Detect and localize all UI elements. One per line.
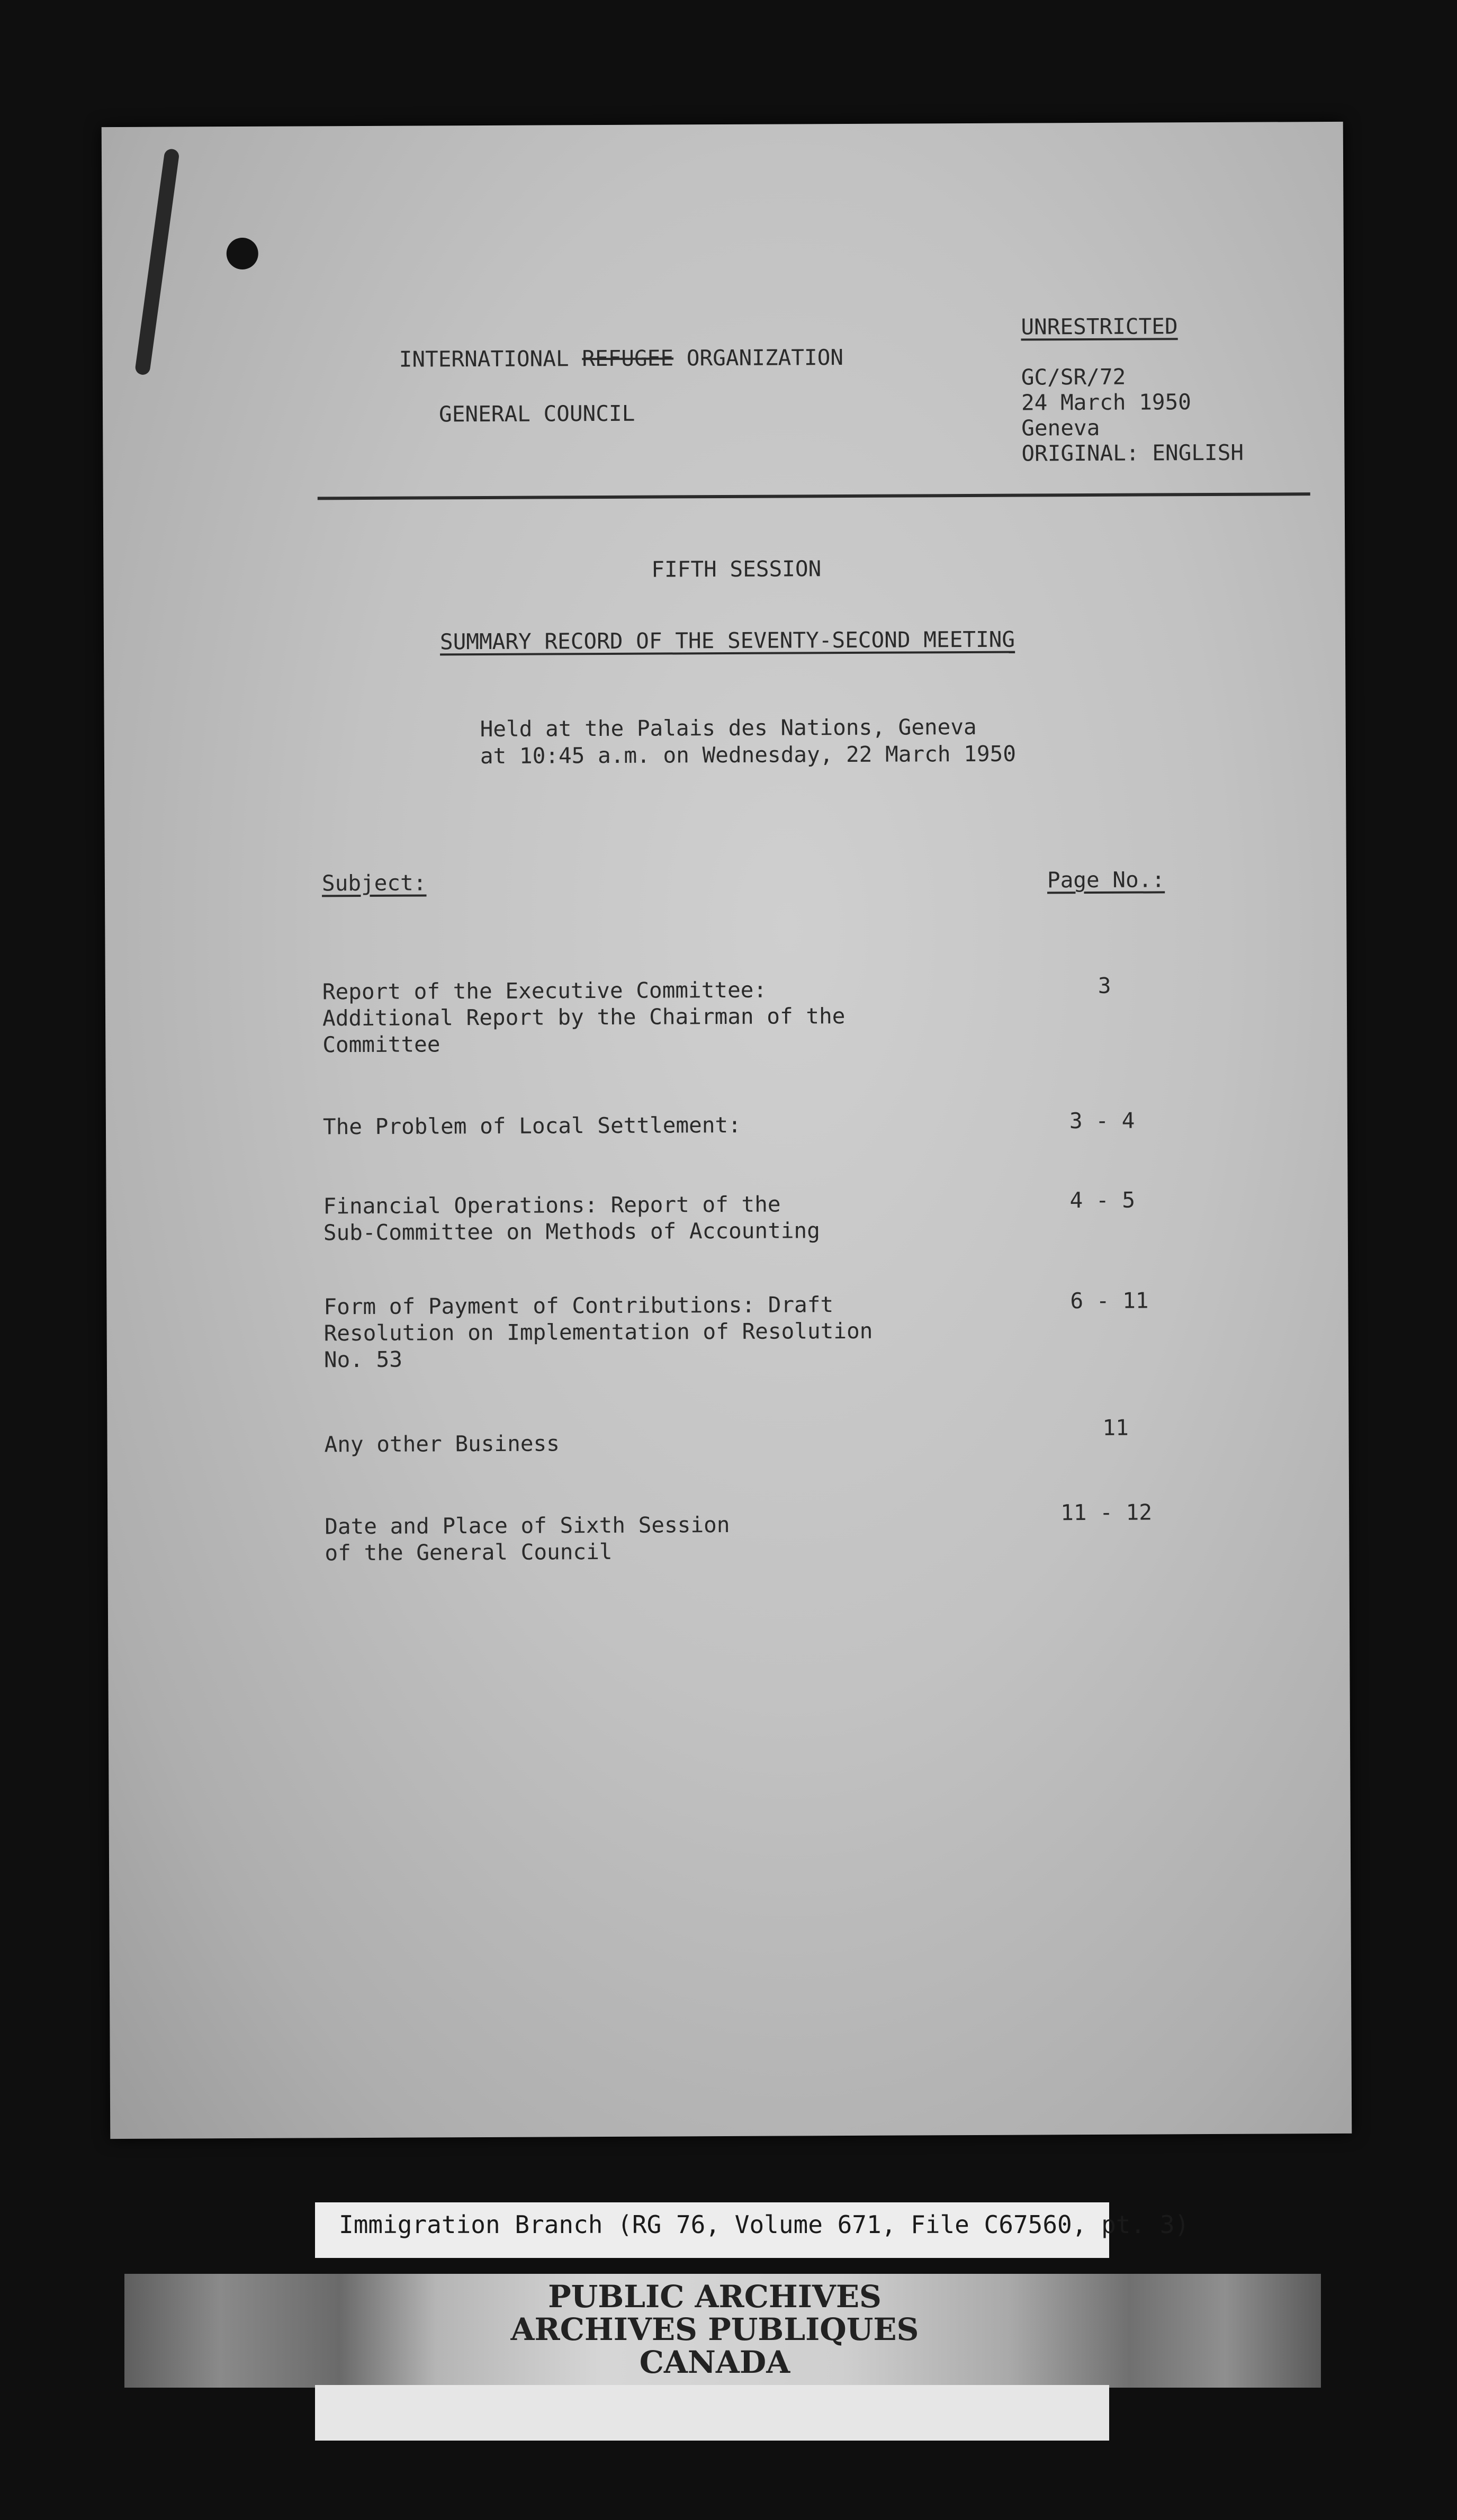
agenda-page: 11 — [1102, 1415, 1129, 1441]
bottom-label-strip — [315, 2385, 1109, 2441]
held-line-1: Held at the Palais des Nations, Geneva — [480, 714, 977, 742]
ink-smudge — [134, 148, 180, 376]
subject-header: Subject: — [321, 870, 427, 896]
organization-name — [320, 317, 843, 400]
stamp-line: ARCHIVES PUBLIQUES — [510, 2311, 919, 2347]
header-rule — [318, 492, 1310, 500]
agenda-subject-line: Financial Operations: Report of the — [323, 1191, 781, 1219]
agenda-page: 6 - 11 — [1070, 1288, 1149, 1314]
agenda-subject-line: No. 53 — [323, 1346, 403, 1373]
agenda-subject-line: of the General Council — [325, 1538, 613, 1566]
document-page — [102, 122, 1352, 2139]
agenda-page: 11 - 12 — [1060, 1499, 1153, 1526]
doc-date: 24 March 1950 — [1021, 389, 1192, 416]
council-name: GENERAL COUNCIL — [438, 400, 635, 427]
agenda-subject-line: Additional Report by the Chairman of the — [322, 1003, 846, 1031]
doc-number: GC/SR/72 — [1021, 364, 1126, 390]
agenda-subject-line: Date and Place of Sixth Session — [325, 1511, 730, 1540]
archive-label: Immigration Branch (RG 76, Volume 671, File C67560, pt. 3) — [339, 2210, 1190, 2239]
agenda-subject-line: Resolution on Implementation of Resolution — [323, 1318, 873, 1346]
agenda-subject-line: Sub-Committee on Methods of Accounting — [323, 1218, 820, 1246]
org-suffix: ORGANIZATION — [673, 345, 844, 371]
agenda-page: 4 - 5 — [1069, 1187, 1136, 1213]
doc-place: Geneva — [1021, 415, 1100, 441]
agenda-subject-line: Any other Business — [324, 1430, 560, 1457]
page-header: Page No.: — [1047, 867, 1165, 893]
agenda-subject-line: Committee — [322, 1031, 440, 1058]
agenda-page: 3 — [1098, 973, 1111, 998]
agenda-subject-line: Form of Payment of Contributions: Draft — [323, 1292, 834, 1320]
session-title: FIFTH SESSION — [651, 556, 822, 582]
archive-stamp — [461, 2274, 969, 2388]
stamp-line: CANADA — [639, 2344, 790, 2380]
org-struck-word: REFUGEE — [582, 345, 674, 372]
held-line-2: at 10:45 a.m. on Wednesday, 22 March 1950 — [480, 741, 1017, 769]
stamp-line: PUBLIC ARCHIVES — [548, 2279, 882, 2315]
classification: UNRESTRICTED — [1021, 313, 1178, 340]
org-prefix: INTERNATIONAL — [399, 346, 582, 372]
agenda-subject-line: The Problem of Local Settlement: — [322, 1112, 741, 1140]
agenda-page: 3 - 4 — [1069, 1108, 1135, 1134]
agenda-subject-line: Report of the Executive Committee: — [322, 977, 767, 1005]
punch-hole — [227, 238, 258, 269]
record-title: SUMMARY RECORD OF THE SEVENTY-SECOND MEETING — [439, 626, 1015, 655]
doc-language: ORIGINAL: ENGLISH — [1021, 439, 1244, 466]
